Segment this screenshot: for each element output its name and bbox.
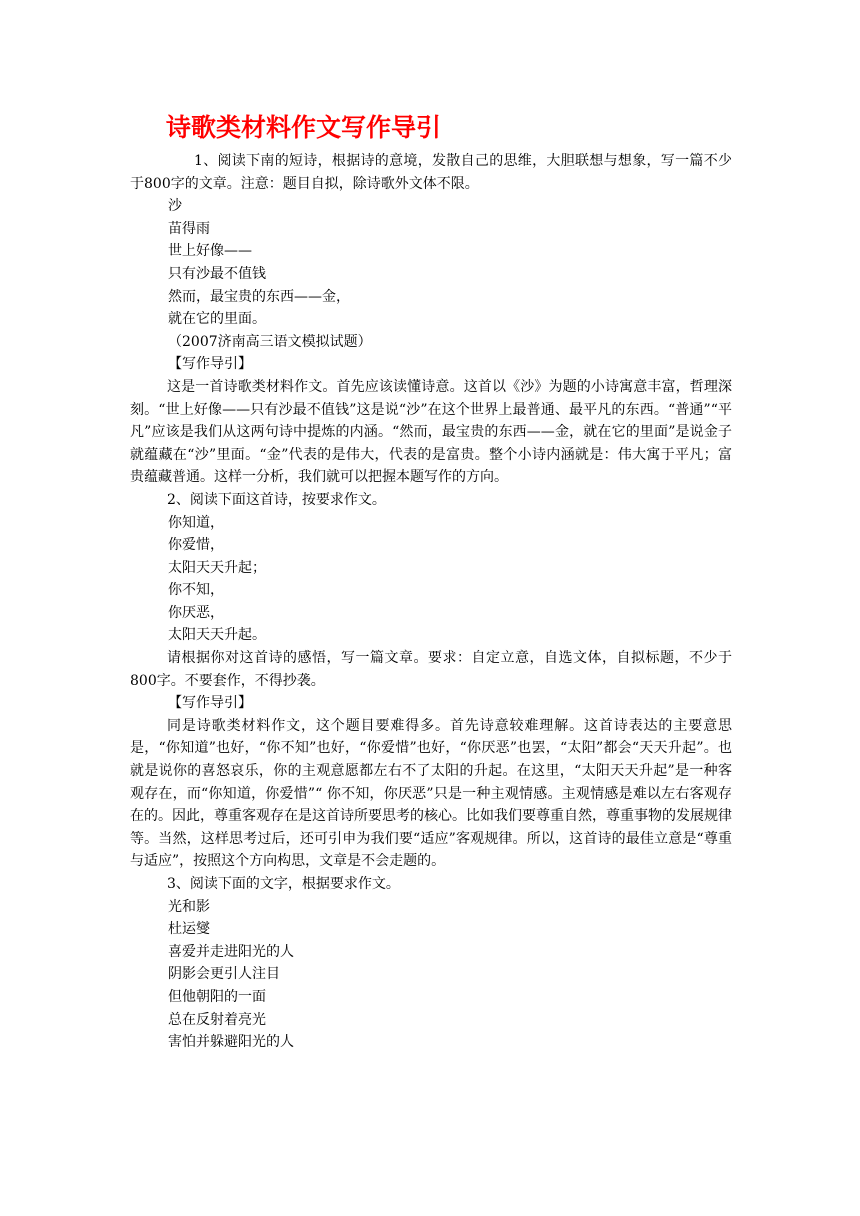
question-1-prompt: 1、阅读下南的短诗，根据诗的意境，发散自己的思维，大胆联想与想象，写一篇不少于800字的文章。注意：题目自拟，除诗歌外文体不限。 (130, 153, 732, 192)
question-2-prompt: 2、阅读下面这首诗，按要求作文。 (167, 491, 386, 508)
poem-1-line: 世上好像—— (168, 243, 252, 260)
poem-1-line: 然而，最宝贵的东西——金， (168, 288, 350, 305)
poem-3-line: 喜爱并走进阳光的人 (168, 943, 294, 960)
poem-3-title: 光和影 (168, 898, 210, 915)
writing-guide-heading: 【写作导引】 (168, 356, 252, 373)
poem-3-line: 总在反射着亮光 (168, 1011, 266, 1028)
poem-1-line: 就在它的里面。 (168, 311, 266, 328)
poem-2-line: 你爱惜， (168, 537, 224, 554)
question-3-prompt: 3、阅读下面的文字，根据要求作文。 (167, 876, 400, 892)
poem-1-author: 苗得雨 (168, 220, 210, 237)
writing-guide-2-text: 同是诗歌类材料作文，这个题目要难得多。首先诗意较难理解。这首诗表达的主要意思是，“你知道”也好，“你不知”也好，“你爱惜”也好，“你厌恶”也罢，“太阳”都会“天天升起”。也就是说你的喜怒哀乐，你的主观意愿都左右不了太阳的升起。在这里，“太阳天天升起”是一种客观存在，而“你知道，你爱惜”“ 你不知，你厌恶”只是一种主观情感。主观情感是难以左右客观存在的。因此，尊重客观存在是这首诗所要思考的核心。比如我们要尊重自然，尊重事物的发展规律等。当然，这样思考过后，还可引申为我们要“适应”客观规律。所以，这首诗的最佳立意是“尊重与适应”，按照这个方向构思，文章是不会走题的。 (130, 717, 732, 870)
document-body (130, 150, 732, 1054)
poem-3-author: 杜运燮 (168, 921, 210, 938)
poem-2-line: 你知道， (168, 514, 224, 531)
poem-3-line: 阴影会更引人注目 (168, 966, 280, 983)
document-title: 诗歌类材料作文写作导引 (166, 113, 442, 142)
poem-2-line: 太阳天天升起。 (168, 627, 266, 644)
question-2-requirements: 请根据你对这首诗的感悟，写一篇文章。要求：自定立意，自选文体，自拟标题，不少于800字。不要套作，不得抄袭。 (130, 650, 732, 689)
poem-2-line: 你厌恶， (168, 604, 224, 621)
poem-1-line: 只有沙最不值钱 (168, 265, 266, 282)
writing-guide-heading: 【写作导引】 (168, 695, 252, 712)
poem-2-line: 你不知， (168, 582, 224, 599)
writing-guide-1-text: 这是一首诗歌类材料作文。首先应该读懂诗意。这首以《沙》为题的小诗寓意丰富，哲理深刻。“世上好像——只有沙最不值钱”这是说“沙”在这个世界上最普通、最平凡的东西。“普通”“平凡”应该是我们从这两句诗中提炼的内涵。“然而，最宝贵的东西——金，就在它的里面”是说金子就蕴藏在“沙”里面。“金”代表的是伟大，代表的是富贵。整个小诗内涵就是：伟大寓于平凡；富贵蕴藏普通。这样一分析，我们就可以把握本题写作的方向。 (130, 378, 732, 486)
poem-3-line: 害怕并躲避阳光的人 (168, 1034, 294, 1051)
poem-1-title: 沙 (168, 198, 182, 215)
poem-3-line: 但他朝阳的一面 (168, 988, 266, 1005)
poem-1-source: （2007济南高三语文模拟试题） (168, 333, 372, 350)
poem-2-line: 太阳天天升起； (168, 559, 266, 576)
